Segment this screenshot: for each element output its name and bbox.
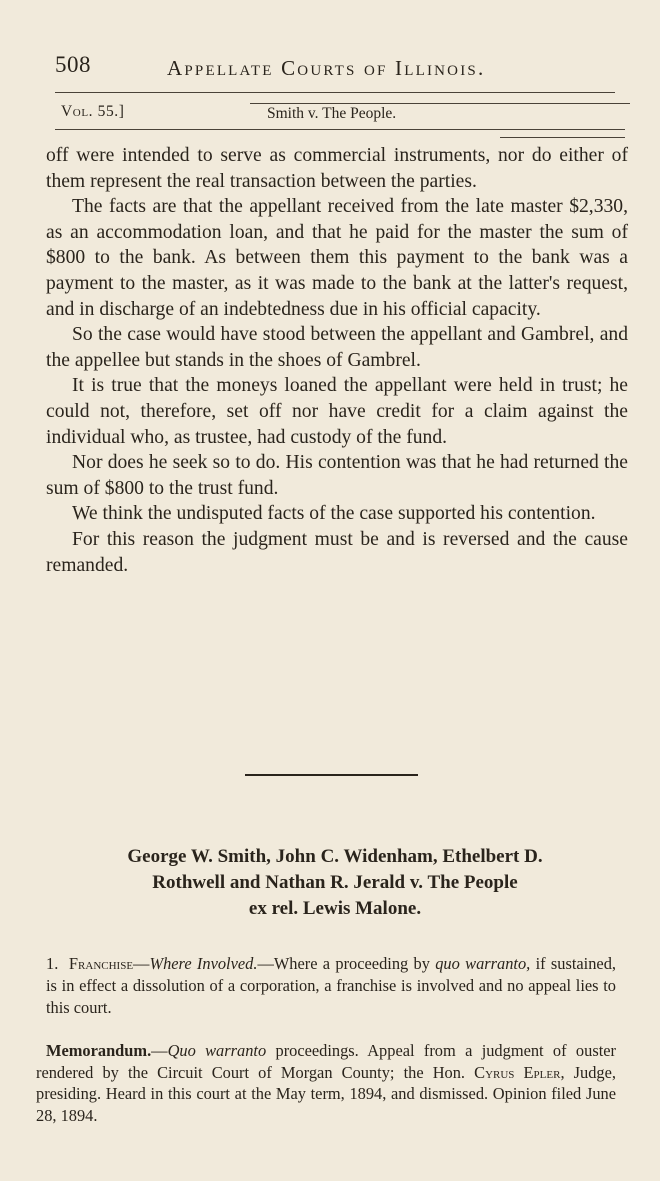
judge-name: Cyrus Epler: [474, 1062, 561, 1082]
section-divider: [245, 774, 418, 776]
headnote-italic-phrase: Where Involved.: [149, 954, 258, 973]
paragraph: We think the undisputed facts of the case supported his contention.: [72, 503, 596, 525]
opinion-body: [46, 143, 628, 578]
headnote-text: if sustained, is in effect a dissolution of a corporation, a franchise is involved and no appeal lies to this court.: [46, 954, 616, 1017]
memorandum-dash: —: [151, 1041, 168, 1060]
page-number: 508: [55, 52, 91, 77]
headnote-number: 1.: [46, 954, 59, 973]
headnote-text: —Where a proceeding by: [257, 954, 436, 973]
headnote: [46, 953, 616, 1019]
volume-label: Vol. 55.]: [61, 103, 125, 120]
paragraph: For this reason the judgment must be and is reversed and the cause remanded.: [46, 528, 628, 576]
running-title: Appellate Courts of Illinois.: [167, 56, 486, 80]
headnote-dash: —: [133, 954, 150, 973]
subheader: [55, 100, 630, 126]
paragraph: Nor does he seek so to do. His contention was that he had returned the sum of $800 to the trust fund.: [46, 452, 628, 499]
case-title-line: George W. Smith, John C. Widenham, Ethelbert D.: [127, 846, 543, 867]
case-title-line: Rothwell and Nathan R. Jerald v. The People: [152, 872, 518, 893]
case-short-title: Smith v. The People.: [267, 105, 397, 122]
case-title-line: ex rel. Lewis Malone.: [248, 898, 422, 919]
paragraph: It is true that the moneys loaned the appellant were held in trust; he could not, therefore, set off nor have credit for a claim against the individual who, as trustee, had custody of the fund.: [46, 375, 628, 448]
header-rule-short: [500, 137, 625, 138]
paragraph: off were intended to serve as commercial instruments, nor do either of them represent the real transaction between the parties.: [46, 145, 628, 192]
case-title: [46, 844, 624, 922]
memorandum: [36, 1040, 616, 1126]
running-header: [55, 52, 620, 86]
header-rule-bottom: [55, 129, 625, 130]
memorandum-text: , Judge, presiding. Heard in this court at the May term, 1894, and dismissed. Opinion filed June 28, 1894.: [36, 1062, 616, 1125]
memorandum-label: Memorandum.: [46, 1041, 152, 1060]
memorandum-text: proceedings. Appeal from a judgment of ouster rendered by the Circuit Court of Morgan County; the Hon.: [36, 1041, 616, 1082]
memorandum-italic: Quo warranto: [167, 1041, 267, 1060]
headnote-italic-term: quo warranto,: [435, 954, 531, 973]
paragraph: The facts are that the appellant received from the late master $2,330, as an accommodation loan, and that he paid for the master the sum of $800 to the bank. As between them this payment to the bank was a payment to the master, as it was made to the bank at the latter's request, and in discharge of an indebtedness due in his official capacity.: [46, 196, 628, 320]
headnote-label: Franchise: [68, 954, 134, 973]
paragraph: So the case would have stood between the appellant and Gambrel, and the appellee but stands in the shoes of Gambrel.: [46, 324, 628, 371]
header-rule-top: [55, 92, 615, 93]
